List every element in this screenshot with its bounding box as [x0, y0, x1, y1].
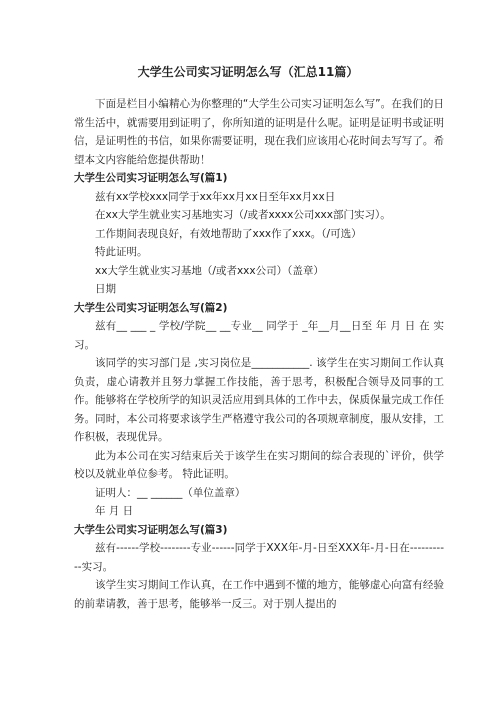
- intro-paragraph: 下面是栏目小编精心为你整理的“大学生公司实习证明怎么写”。在我们的日常生活中，就需要用到证明了，你所知道的证明是什么呢。证明是证明书或证明信，是证明性的书信，如果你需要证明，现在我们应该用心花时间去写写了。希望本文内容能给您提供帮助！: [74, 98, 444, 166]
- section-2-paragraph: 该同学的实习部门是 ,实习岗位是___________. 该学生在实习期间工作认真负责，虚心请教并且努力掌握工作技能，善于思考，积极配合领导及同事的工作。能够将在学校所学的知识灵活应用到具体的工作中去，保质保量完成工作任务。同时，本公司将要求该学生严格遵守我公司的各项规章制度，服从安排，工作积极，表现优异。: [74, 357, 444, 443]
- section-1-line: 特此证明。: [95, 246, 148, 258]
- section-1-line: xx大学生就业实习基地（/或者xxx公司）（盖章）: [95, 264, 324, 277]
- section-2-line: 证明人：__ ______（单位盖章）: [95, 486, 246, 499]
- section-1-line: 日期: [95, 283, 116, 295]
- section-1-line: 在xx大学生就业实习基地实习（/或者xxxx公司xxx部门实习）。: [95, 209, 391, 221]
- section-heading-1: 大学生公司实习证明怎么写(篇1): [74, 172, 228, 184]
- document-title: 大学生公司实习证明怎么写（汇总11篇）: [137, 65, 359, 79]
- section-3-paragraph: 兹有------学校--------专业------同学于XXX年-月-日至XXX年-月-日在-----------实习。: [74, 542, 444, 573]
- document-body: [74, 95, 444, 613]
- section-3-paragraph: 该学生实习期间工作认真，在工作中遇到不懂的地方，能够虚心向富有经验的前辈请教，善于思考，能够举一反三。对于别人提出的: [74, 579, 444, 610]
- section-2-paragraph: 兹有__ ___ _ 学校/学院__ __专业__ 同学于 _年__月__日至 年 月 日 在 实习。: [74, 320, 444, 351]
- section-heading-2: 大学生公司实习证明怎么写(篇2): [74, 301, 228, 314]
- section-heading-3: 大学生公司实习证明怎么写(篇3): [74, 523, 228, 536]
- section-2-line: 年 月 日: [95, 505, 134, 517]
- section-1-line: 兹有xx学校xxx同学于xx年xx月xx日至年xx月xx日: [95, 190, 336, 203]
- section-1-line: 工作期间表现良好，有效地帮助了xxx作了xxx。（/可选）: [95, 227, 362, 240]
- section-2-paragraph: 此为本公司在实习结束后关于该学生在实习期间的综合表现的`评价，供学校以及就业单位参考。 特此证明。: [74, 449, 444, 480]
